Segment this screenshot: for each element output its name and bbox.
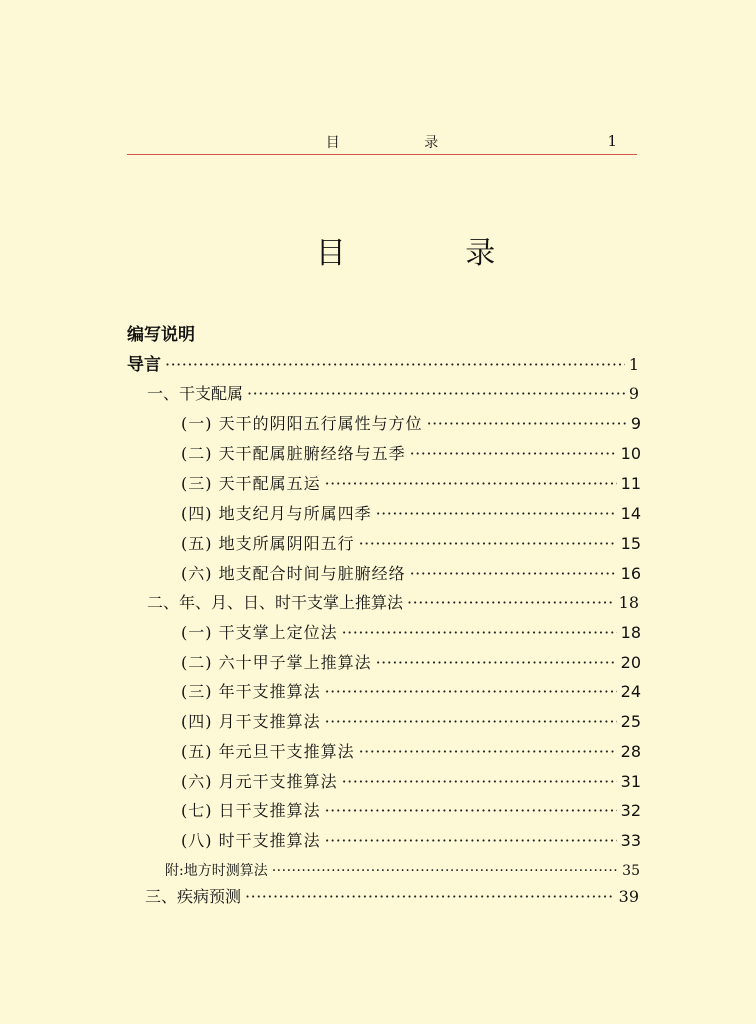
leader-dots xyxy=(325,711,617,733)
toc-page: 18 xyxy=(618,593,639,612)
toc-page: 24 xyxy=(620,682,641,701)
leader-dots xyxy=(359,533,617,555)
toc-entry-section-1[interactable] xyxy=(147,383,639,405)
page-title: 目 录 xyxy=(315,236,551,271)
toc-page: 28 xyxy=(620,742,641,761)
leader-dots xyxy=(410,443,617,465)
toc-label: 二、年、月、日、时干支掌上推算法 xyxy=(147,593,404,612)
toc-entry-1-2[interactable] xyxy=(181,443,641,465)
leader-dots xyxy=(376,652,617,674)
toc-label: (二) 六十甲子掌上推算法 xyxy=(181,653,372,672)
toc-page: 20 xyxy=(620,653,641,672)
toc-entry-1-5[interactable] xyxy=(181,533,641,555)
leader-dots xyxy=(245,886,615,908)
toc-entry-appendix[interactable] xyxy=(165,860,640,882)
running-title: 目 录 xyxy=(325,135,479,151)
toc-entry-2-5[interactable] xyxy=(181,741,641,763)
toc-page: 9 xyxy=(628,384,639,403)
toc-label: (六) 月元干支推算法 xyxy=(181,772,338,791)
toc-label: (四) 月干支推算法 xyxy=(181,712,321,731)
leader-dots xyxy=(407,592,615,614)
toc-page: 11 xyxy=(620,474,641,493)
toc-page: 9 xyxy=(630,414,641,433)
leader-dots xyxy=(342,622,617,644)
leader-dots xyxy=(272,860,618,882)
toc-page: 16 xyxy=(620,564,641,583)
running-header xyxy=(127,128,637,155)
toc-entry-2-7[interactable] xyxy=(181,800,641,822)
toc-label: 导言 xyxy=(127,355,161,375)
toc-entry-1-3[interactable] xyxy=(181,473,641,495)
toc-entry-1-4[interactable] xyxy=(181,503,641,525)
toc-page: 18 xyxy=(620,623,641,642)
toc-entry-2-1[interactable] xyxy=(181,622,641,644)
toc-entry-preface[interactable] xyxy=(127,324,195,346)
toc-label: (二) 天干配属脏腑经络与五季 xyxy=(181,444,406,463)
toc-label: 三、疾病预测 xyxy=(145,887,242,906)
toc-entry-2-3[interactable] xyxy=(181,681,641,703)
toc-label: (七) 日干支推算法 xyxy=(181,801,321,820)
toc-page: 39 xyxy=(618,887,639,906)
toc-page: 1 xyxy=(628,355,639,374)
toc-page: 25 xyxy=(620,712,641,731)
toc-entry-1-6[interactable] xyxy=(181,563,641,585)
leader-dots xyxy=(342,771,617,793)
toc-label: (一) 干支掌上定位法 xyxy=(181,623,338,642)
toc-label: (三) 天干配属五运 xyxy=(181,474,321,493)
leader-dots xyxy=(410,563,617,585)
toc-entry-section-2[interactable] xyxy=(147,592,639,614)
toc-page: 15 xyxy=(620,534,641,553)
leader-dots xyxy=(247,383,625,405)
leader-dots xyxy=(427,413,627,435)
toc-page: 10 xyxy=(620,444,641,463)
leader-dots xyxy=(165,354,625,376)
leader-dots xyxy=(376,503,617,525)
header-page-number: 1 xyxy=(607,132,617,150)
toc-entry-section-3[interactable] xyxy=(145,886,639,908)
toc-label: (三) 年干支推算法 xyxy=(181,682,321,701)
leader-dots xyxy=(325,830,617,852)
toc-label: (五) 地支所属阴阳五行 xyxy=(181,534,355,553)
toc-page: 35 xyxy=(622,863,640,879)
toc-label: 编写说明 xyxy=(127,325,195,345)
toc-page: 14 xyxy=(620,504,641,523)
toc-entry-2-4[interactable] xyxy=(181,711,641,733)
toc-label: (五) 年元旦干支推算法 xyxy=(181,742,355,761)
toc-label: (八) 时干支推算法 xyxy=(181,831,321,850)
leader-dots xyxy=(359,741,617,763)
leader-dots xyxy=(325,681,617,703)
toc-entry-2-8[interactable] xyxy=(181,830,641,852)
toc-entry-2-2[interactable] xyxy=(181,652,641,674)
toc-label: (一) 天干的阴阳五行属性与方位 xyxy=(181,414,423,433)
toc-entry-1-1[interactable] xyxy=(181,413,641,435)
toc-label: (四) 地支纪月与所属四季 xyxy=(181,504,372,523)
toc-label: 附:地方时测算法 xyxy=(165,863,268,879)
toc-page: 33 xyxy=(620,831,641,850)
toc-entry-intro[interactable] xyxy=(127,354,639,376)
toc-label: 一、干支配属 xyxy=(147,384,244,403)
toc-page: 32 xyxy=(620,801,641,820)
toc-page: 31 xyxy=(620,772,641,791)
toc-entry-2-6[interactable] xyxy=(181,771,641,793)
leader-dots xyxy=(325,800,617,822)
toc-label: (六) 地支配合时间与脏腑经络 xyxy=(181,564,406,583)
leader-dots xyxy=(325,473,617,495)
